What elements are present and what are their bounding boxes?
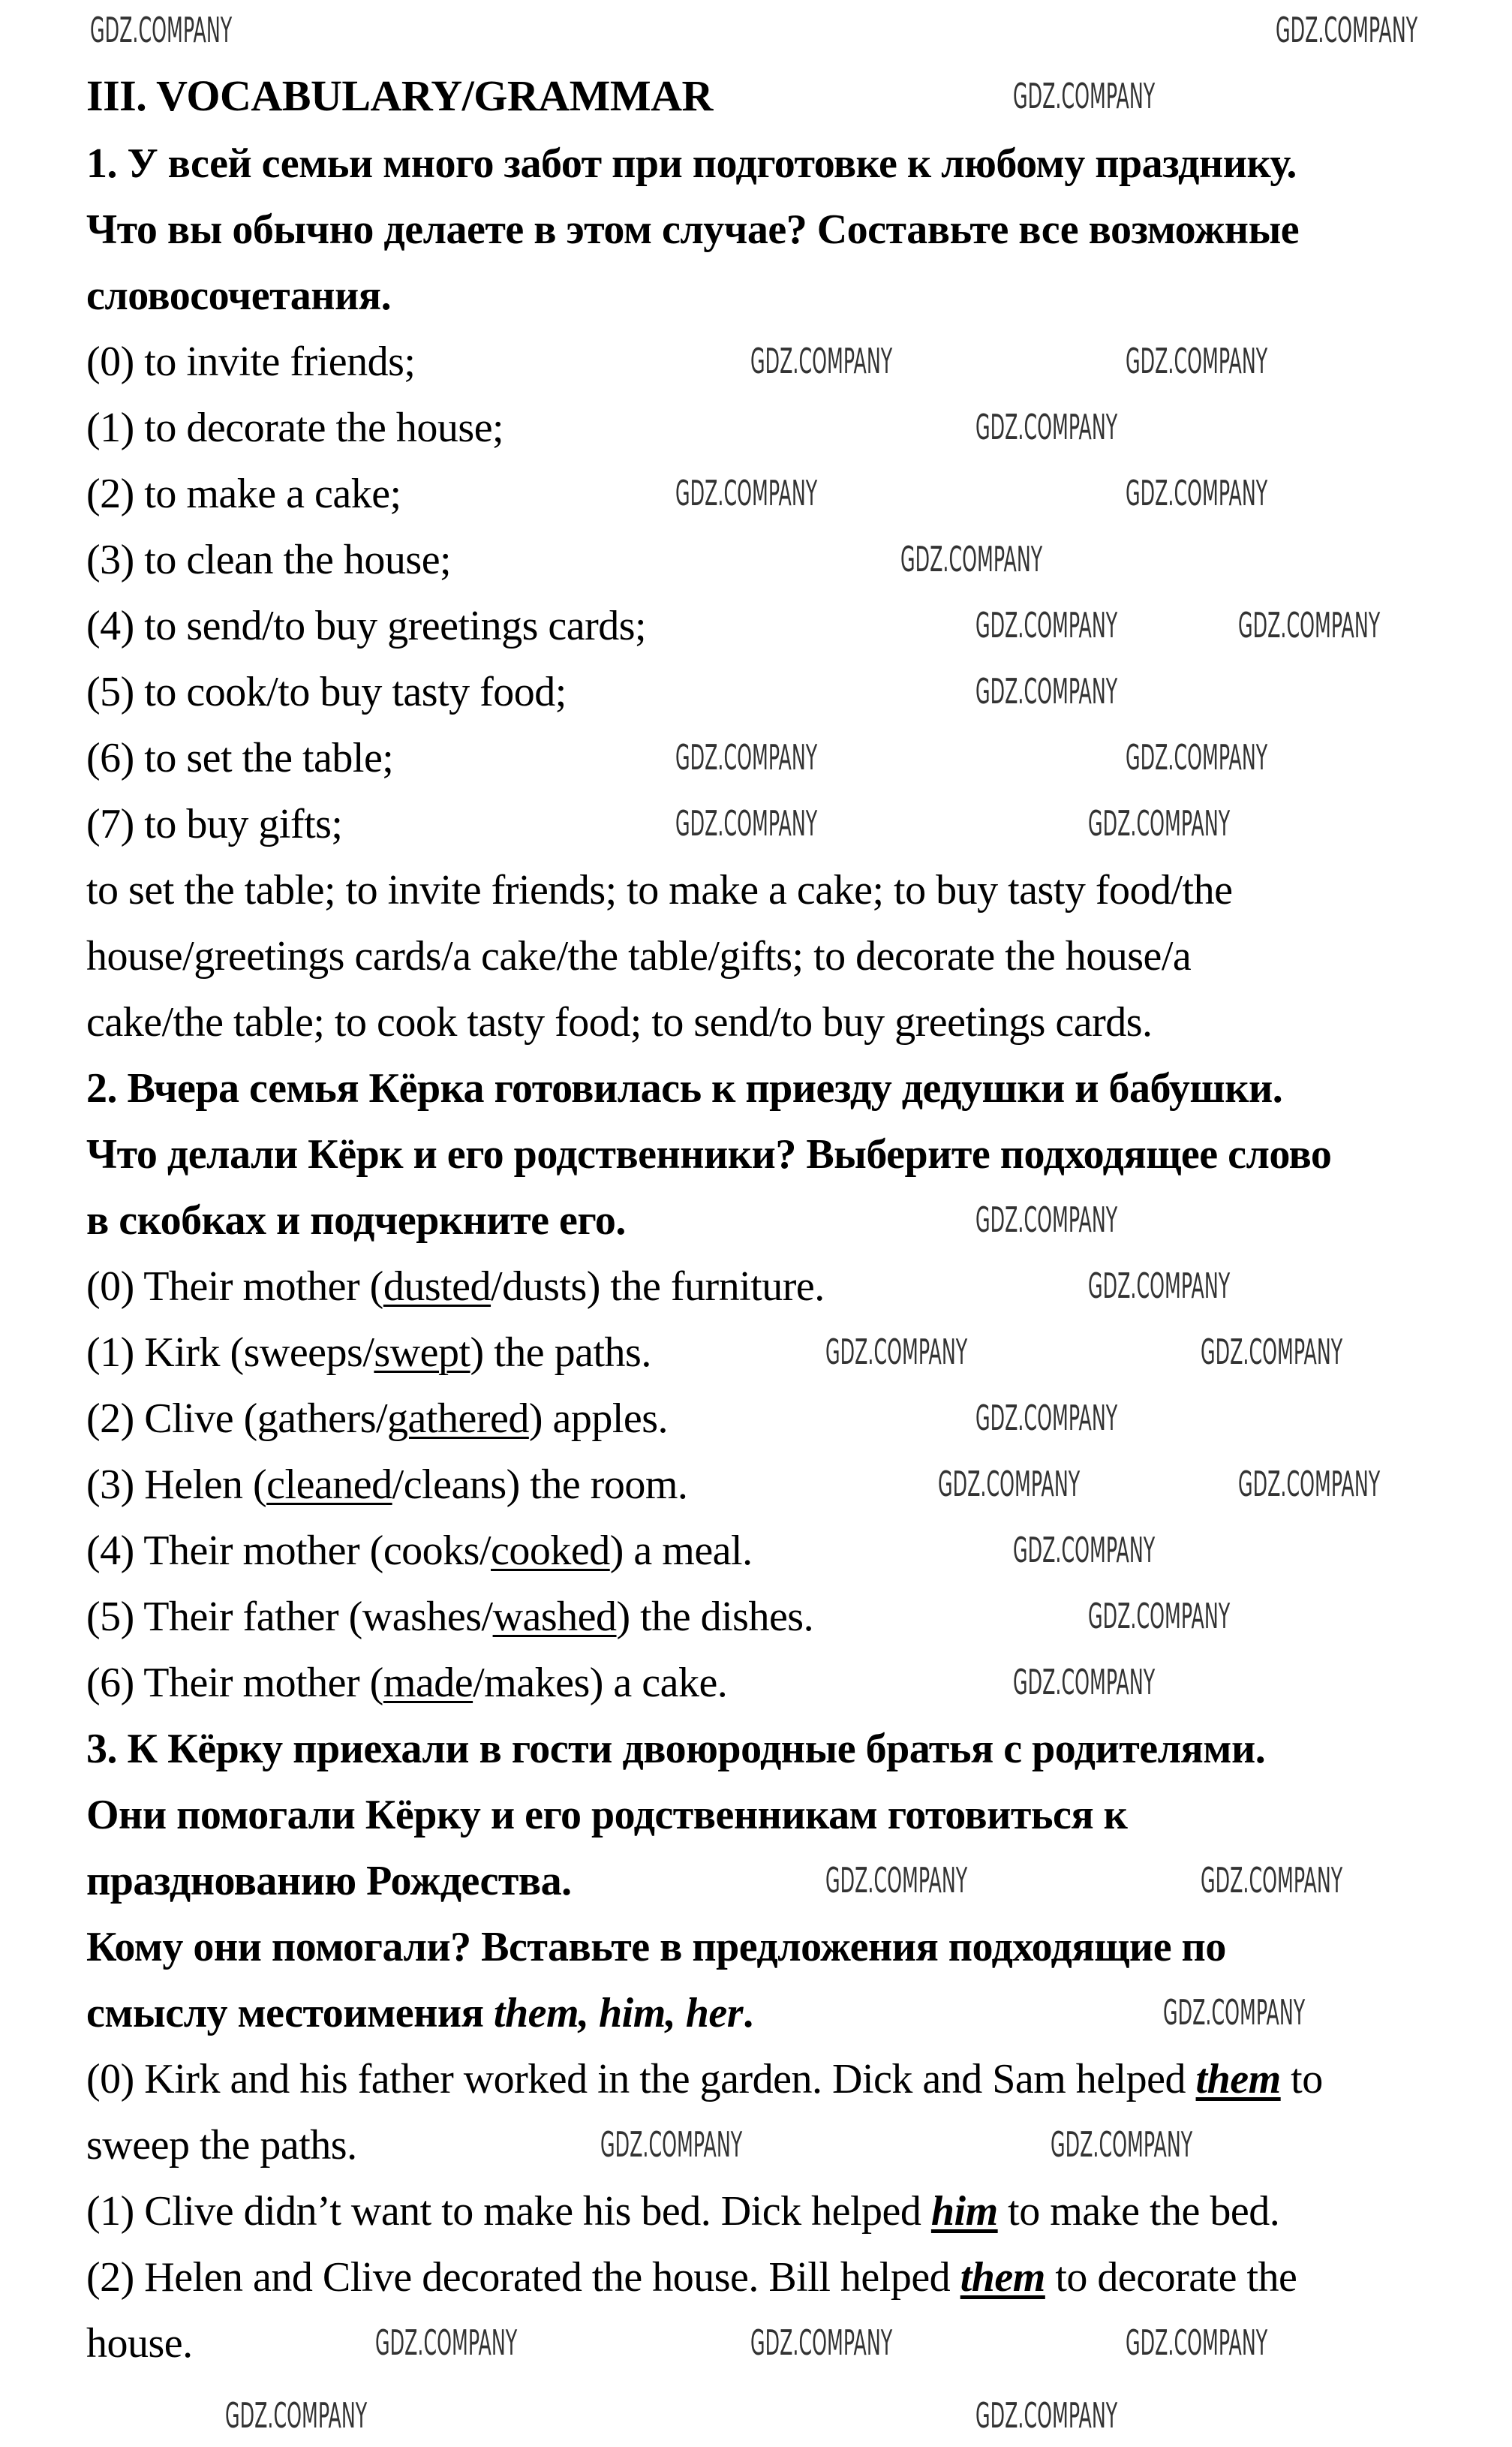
watermark: GDZ.COMPANY <box>1088 803 1231 844</box>
watermark: GDZ.COMPANY <box>1013 1662 1156 1702</box>
text-run: to make the bed. <box>997 2188 1280 2235</box>
task-heading-line <box>86 1914 1437 1980</box>
watermark: GDZ.COMPANY <box>975 605 1118 646</box>
text-run: /makes) a cake. <box>473 1660 728 1706</box>
watermark: GDZ.COMPANY <box>1238 605 1381 646</box>
watermark: GDZ.COMPANY <box>975 407 1118 447</box>
text-line <box>86 2178 1437 2244</box>
watermark: GDZ.COMPANY <box>975 2395 1118 2436</box>
text-run: cake/the table; to cook tasty food; to send/to buy greetings cards. <box>86 999 1153 1046</box>
text-run: sweep the paths. <box>86 2122 357 2169</box>
text-run: . <box>743 1990 753 2036</box>
text-line <box>86 923 1437 989</box>
watermark: GDZ.COMPANY <box>675 803 818 844</box>
underlined-answer: made <box>383 1660 473 1706</box>
text-line <box>86 2046 1437 2112</box>
underlined-answer: dusted <box>383 1263 491 1310</box>
text-run: (6) to set the table; <box>86 735 394 781</box>
watermark: GDZ.COMPANY <box>675 737 818 778</box>
text-run: (1) Clive didn’t want to make his bed. Dick helped <box>86 2188 931 2235</box>
watermark: GDZ.COMPANY <box>375 2322 518 2363</box>
text-run: (2) Clive (gathers/ <box>86 1395 388 1442</box>
text-line <box>86 527 1437 593</box>
text-line <box>86 1452 1437 1518</box>
text-run: смыслу местоимения <box>86 1990 494 2036</box>
text-line <box>86 395 1437 461</box>
text-run: (1) Kirk (sweeps/ <box>86 1329 374 1376</box>
text-run: (1) to decorate the house; <box>86 405 504 451</box>
text-run: Они помогали Кёрку и его родственникам готовиться к <box>86 1792 1128 1838</box>
text-run: ) apples. <box>528 1395 669 1442</box>
text-run: to decorate the <box>1045 2254 1297 2301</box>
text-run: 1. У всей семьи много забот при подготовке к любому празднику. <box>86 140 1297 187</box>
text-run: house/greetings cards/a cake/the table/gifts; to decorate the house/a <box>86 933 1192 980</box>
text-run: (6) Their mother ( <box>86 1660 383 1706</box>
watermark: GDZ.COMPANY <box>1163 1992 1306 2033</box>
text-run: (3) to clean the house; <box>86 537 452 583</box>
watermark: GDZ.COMPANY <box>1276 10 1418 50</box>
text-run: ) the paths. <box>470 1329 651 1376</box>
watermark: GDZ.COMPANY <box>675 473 818 513</box>
task-heading-line <box>86 1187 1437 1254</box>
section-title: III. VOCABULARY/GRAMMAR <box>86 71 713 120</box>
text-line <box>86 2112 1437 2178</box>
watermark: GDZ.COMPANY <box>825 1860 968 1901</box>
watermark: GDZ.COMPANY <box>1126 2322 1268 2363</box>
text-run: (4) Their mother (cooks/ <box>86 1527 491 1574</box>
text-run: ) a meal. <box>609 1527 753 1574</box>
text-run: (0) to invite friends; <box>86 339 416 385</box>
task-heading-line <box>86 1716 1437 1782</box>
task-heading-line <box>86 263 1437 329</box>
text-run: (5) Their father (washes/ <box>86 1594 493 1640</box>
text-run: (3) Helen ( <box>86 1461 267 1508</box>
underlined-answer: washed <box>492 1594 617 1640</box>
watermark: GDZ.COMPANY <box>1088 1596 1231 1636</box>
text-run: 3. К Кёрку приехали в гости двоюродные братья с родителями. <box>86 1726 1266 1772</box>
text-run: Кому они помогали? Вставьте в предложения подходящие по <box>86 1924 1226 1970</box>
watermark: GDZ.COMPANY <box>750 2322 893 2363</box>
watermark: GDZ.COMPANY <box>1201 1332 1343 1372</box>
inserted-pronoun: him <box>930 2188 998 2235</box>
inserted-pronoun: them <box>1195 2056 1281 2102</box>
watermark: GDZ.COMPANY <box>1238 1464 1381 1504</box>
text-run: Что вы обычно делаете в этом случае? Составьте все возможные <box>86 206 1300 253</box>
text-run: house. <box>86 2320 193 2367</box>
task-heading-line <box>86 197 1437 263</box>
text-run: словосочетания. <box>86 272 392 319</box>
watermark: GDZ.COMPANY <box>600 2124 743 2165</box>
text-run: (0) Kirk and his father worked in the garden. Dick and Sam helped <box>86 2056 1196 2102</box>
text-run: (5) to cook/to buy tasty food; <box>86 669 567 715</box>
text-line <box>86 857 1437 923</box>
text-line <box>86 659 1437 725</box>
text-run: празднованию Рождества. <box>86 1858 572 1904</box>
task-heading-line <box>86 1055 1437 1121</box>
text-run: (0) Their mother ( <box>86 1263 383 1310</box>
watermark: GDZ.COMPANY <box>1013 76 1156 116</box>
inserted-pronoun: them <box>960 2254 1045 2301</box>
text-run: /dusts) the furniture. <box>491 1263 825 1310</box>
watermark: GDZ.COMPANY <box>1126 473 1268 513</box>
text-run: to set the table; to invite friends; to make a cake; to buy tasty food/the <box>86 867 1233 913</box>
task-heading-line <box>86 131 1437 197</box>
text-line <box>86 1254 1437 1320</box>
text-run: (7) to buy gifts; <box>86 801 343 847</box>
text-run: to <box>1280 2056 1323 2102</box>
underlined-answer: cooked <box>491 1527 610 1574</box>
watermark: GDZ.COMPANY <box>825 1332 968 1372</box>
text-run: 2. Вчера семья Кёрка готовилась к приезду дедушки и бабушки. <box>86 1065 1283 1112</box>
watermark: GDZ.COMPANY <box>1013 1530 1156 1570</box>
watermark: GDZ.COMPANY <box>1126 341 1268 381</box>
watermark: GDZ.COMPANY <box>900 539 1043 579</box>
task-heading-line <box>86 1782 1437 1848</box>
watermark: GDZ.COMPANY <box>225 2395 368 2436</box>
text-line <box>86 593 1437 659</box>
watermark: GDZ.COMPANY <box>975 671 1118 712</box>
text-line <box>86 2244 1437 2310</box>
text-line <box>86 1584 1437 1650</box>
italic-pronouns: them, him, her <box>493 1990 744 2036</box>
text-run: (4) to send/to buy greetings cards; <box>86 603 647 649</box>
watermark: GDZ.COMPANY <box>1088 1266 1231 1306</box>
text-run: ) the dishes. <box>616 1594 814 1640</box>
underlined-answer: swept <box>374 1329 470 1376</box>
task-heading-line <box>86 1121 1437 1187</box>
text-line <box>86 989 1437 1055</box>
underlined-answer: cleaned <box>266 1461 392 1508</box>
watermark: GDZ.COMPANY <box>1051 2124 1193 2165</box>
text-run: /cleans) the room. <box>392 1461 688 1508</box>
text-run: Что делали Кёрк и его родственники? Выберите подходящее слово <box>86 1131 1332 1178</box>
text-line <box>86 1386 1437 1452</box>
watermark: GDZ.COMPANY <box>1201 1860 1343 1901</box>
watermark: GDZ.COMPANY <box>975 1398 1118 1438</box>
text-line <box>86 1650 1437 1716</box>
underlined-answer: gathered <box>387 1395 529 1442</box>
text-run: (2) to make a cake; <box>86 471 401 517</box>
watermark: GDZ.COMPANY <box>750 341 893 381</box>
text-run: (2) Helen and Clive decorated the house. Bill helped <box>86 2254 960 2301</box>
watermark: GDZ.COMPANY <box>938 1464 1081 1504</box>
text-run: в скобках и подчеркните его. <box>86 1197 626 1244</box>
text-line <box>86 1518 1437 1584</box>
watermark: GDZ.COMPANY <box>90 10 233 50</box>
watermark: GDZ.COMPANY <box>975 1199 1118 1240</box>
watermark: GDZ.COMPANY <box>1126 737 1268 778</box>
